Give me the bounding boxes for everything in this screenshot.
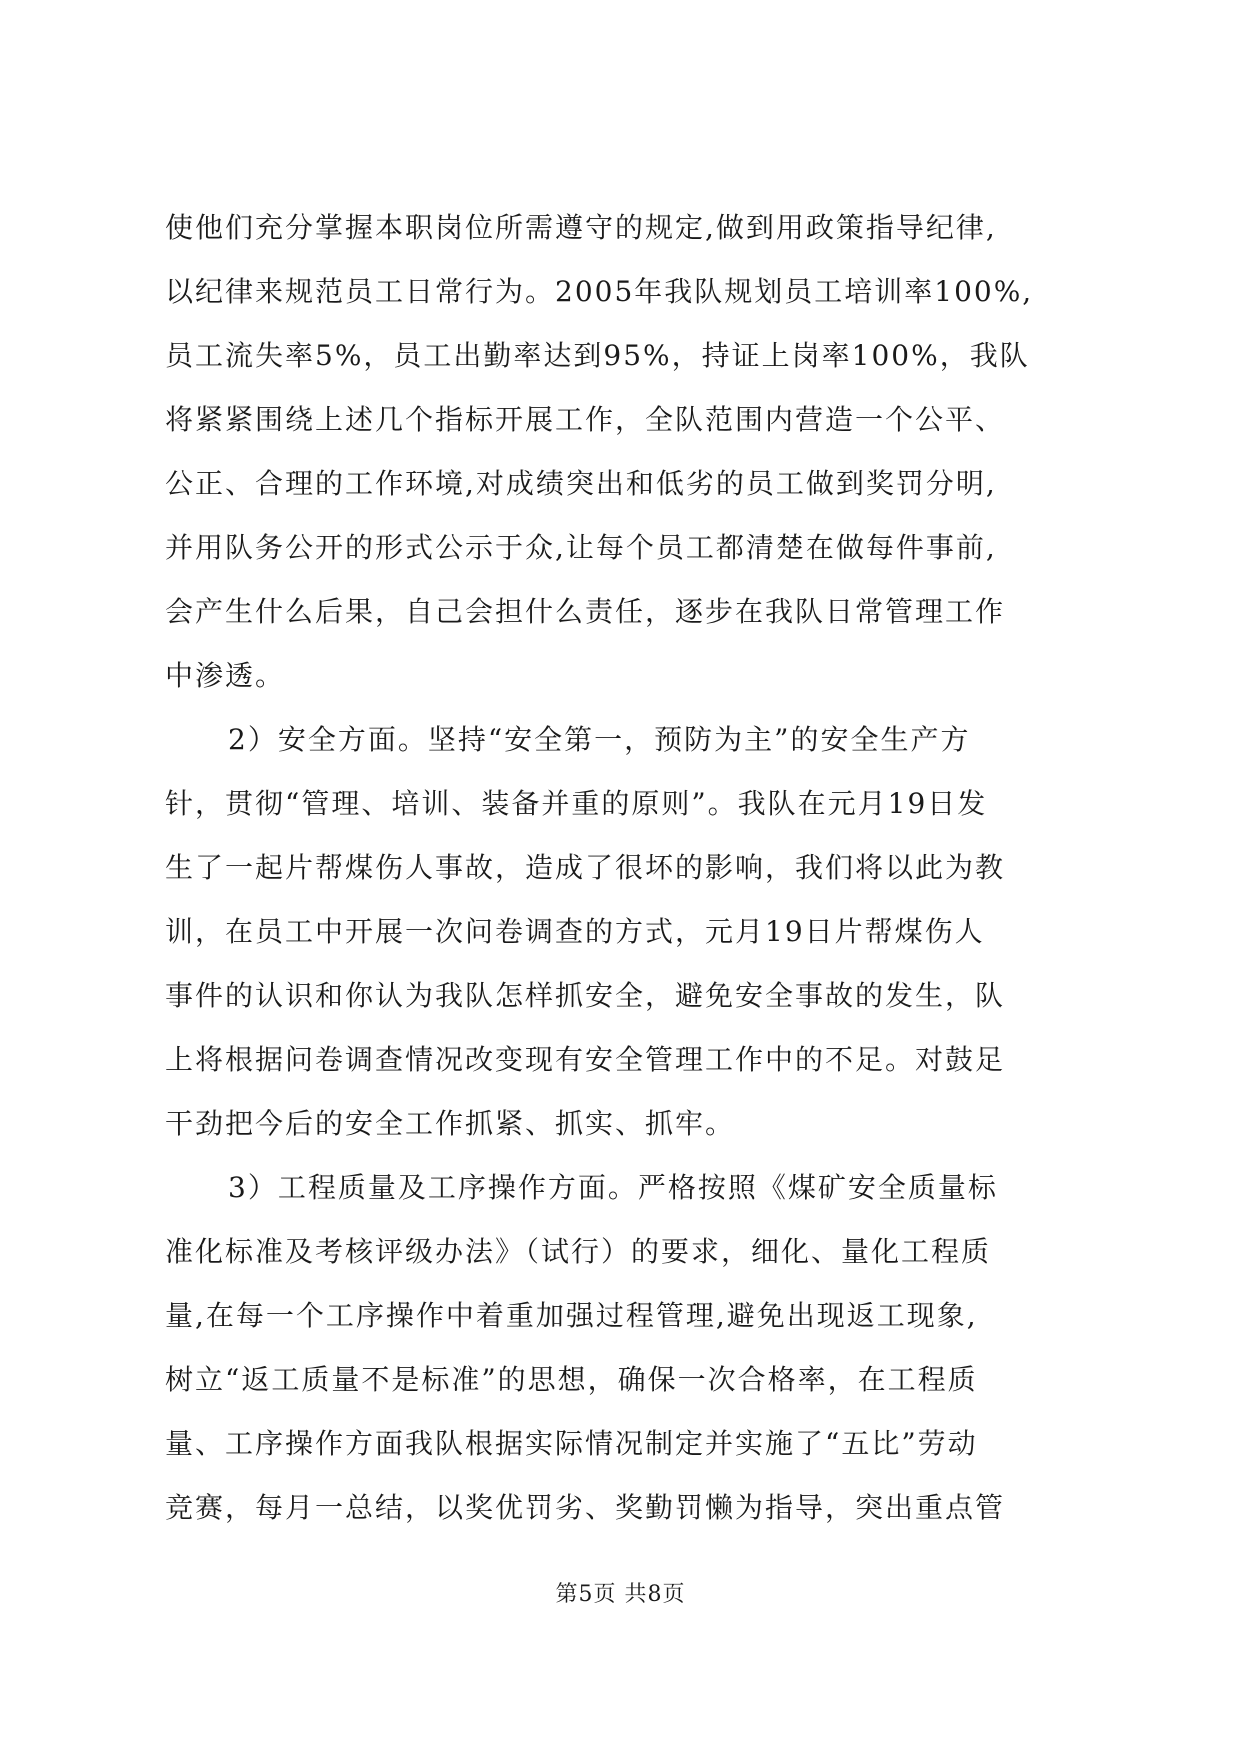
- text-line: 并用队务公开的形式公示于众,让每个员工都清楚在做每件事前,: [165, 531, 997, 564]
- paragraph-start-line: 2）安全方面。坚持“安全第一，预防为主”的安全生产方: [228, 723, 971, 756]
- text-line: 会产生什么后果，自己会担什么责任，逐步在我队日常管理工作: [165, 595, 1006, 628]
- text-line: 员工流失率5%，员工出勤率达到95%，持证上岗率100%，我队: [165, 339, 1030, 372]
- page-number-footer: 第5页 共8页: [555, 1582, 686, 1607]
- text-line: 使他们充分掌握本职岗位所需遵守的规定,做到用政策指导纪律,: [165, 211, 997, 244]
- text-line: 量、工序操作方面我队根据实际情况制定并实施了“五比”劳动: [165, 1427, 978, 1460]
- text-line: 竞赛，每月一总结，以奖优罚劣、奖勤罚懒为指导，突出重点管: [165, 1491, 1006, 1524]
- paragraph-start-line: 3）工程质量及工序操作方面。严格按照《煤矿安全质量标: [228, 1171, 998, 1204]
- text-line: 将紧紧围绕上述几个指标开展工作，全队范围内营造一个公平、: [165, 403, 1006, 436]
- text-line: 量,在每一个工序操作中着重加强过程管理,避免出现返工现象,: [165, 1299, 978, 1332]
- text-line: 上将根据问卷调查情况改变现有安全管理工作中的不足。对鼓足: [165, 1043, 1006, 1076]
- text-line: 干劲把今后的安全工作抓紧、抓实、抓牢。: [165, 1107, 736, 1140]
- text-line: 公正、合理的工作环境,对成绩突出和低劣的员工做到奖罚分明,: [165, 467, 997, 500]
- text-line: 事件的认识和你认为我队怎样抓安全，避免安全事故的发生，队: [165, 979, 1006, 1012]
- text-line: 训，在员工中开展一次问卷调查的方式，元月19日片帮煤伤人: [165, 915, 985, 948]
- text-line: 中渗透。: [165, 659, 286, 692]
- text-line: 准化标准及考核评级办法》（试行）的要求，细化、量化工程质: [165, 1235, 992, 1268]
- text-line: 生了一起片帮煤伤人事故，造成了很坏的影响，我们将以此为教: [165, 851, 1006, 884]
- text-line: 以纪律来规范员工日常行为。2005年我队规划员工培训率100%,: [165, 275, 1034, 308]
- text-line: 针，贯彻“管理、培训、装备并重的原则”。我队在元月19日发: [165, 787, 988, 820]
- text-line: 树立“返工质量不是标准”的思想，确保一次合格率，在工程质: [165, 1363, 978, 1396]
